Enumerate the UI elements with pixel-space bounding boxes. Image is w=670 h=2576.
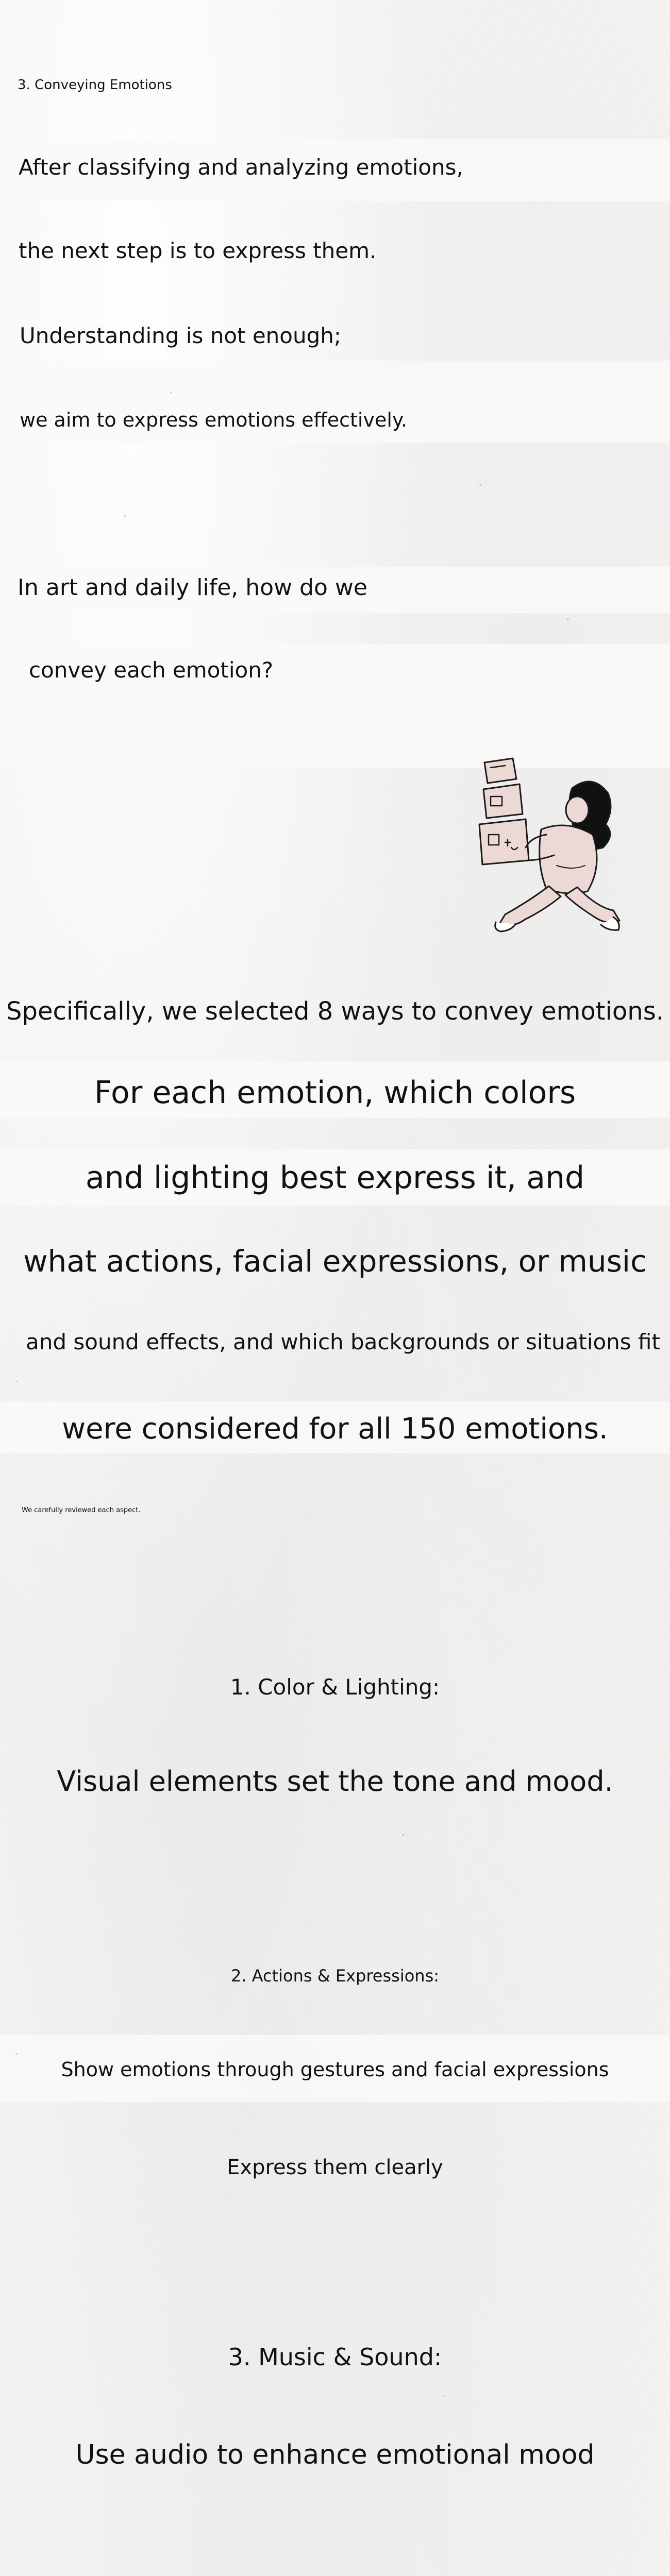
paper-speck	[15, 2053, 18, 2055]
question-line-1: In art and daily life, how do we	[18, 574, 367, 601]
intro-line-1: After classifying and analyzing emotions,	[19, 155, 463, 180]
methods-line-1: Specifically, we selected 8 ways to convey emotions.	[6, 997, 664, 1026]
methods-line-3: and lighting best express it, and	[85, 1160, 585, 1196]
methods-line-5: and sound effects, and which backgrounds or situations fit	[26, 1329, 660, 1354]
intro-line-2: the next step is to express them.	[19, 238, 377, 263]
paper-speck	[443, 2396, 445, 2397]
aspect-2-extra: Express them clearly	[227, 2156, 443, 2179]
methods-line-2: For each emotion, which colors	[94, 1075, 576, 1111]
methods-line-4: what actions, facial expressions, or music	[23, 1244, 647, 1279]
paper-speck	[170, 392, 172, 393]
intro-line-3: Understanding is not enough;	[20, 323, 342, 348]
question-line-2: convey each emotion?	[29, 657, 274, 683]
paper-speck	[402, 1834, 404, 1836]
paper-speck	[479, 484, 481, 486]
paper-speck	[124, 515, 126, 517]
aspect-1-description: Visual elements set the tone and mood.	[57, 1765, 613, 1798]
aspect-3-description: Use audio to enhance emotional mood	[75, 2439, 595, 2470]
paper-speck	[567, 618, 569, 620]
person-carrying-boxes-icon	[464, 752, 629, 958]
aspect-2-description: Show emotions through gestures and facial expressions	[61, 2058, 609, 2081]
methods-footnote: We carefully reviewed each aspect.	[22, 1506, 141, 1514]
aspect-3-heading: 3. Music & Sound:	[228, 2343, 442, 2371]
section-heading: 3. Conveying Emotions	[18, 77, 172, 93]
paper-speck	[15, 1381, 18, 1382]
intro-line-4: we aim to express emotions effectively.	[20, 409, 408, 431]
aspect-2-heading: 2. Actions & Expressions:	[230, 1966, 440, 1986]
aspect-1-heading: 1. Color & Lighting:	[230, 1674, 440, 1700]
methods-line-6: were considered for all 150 emotions.	[62, 1412, 608, 1446]
